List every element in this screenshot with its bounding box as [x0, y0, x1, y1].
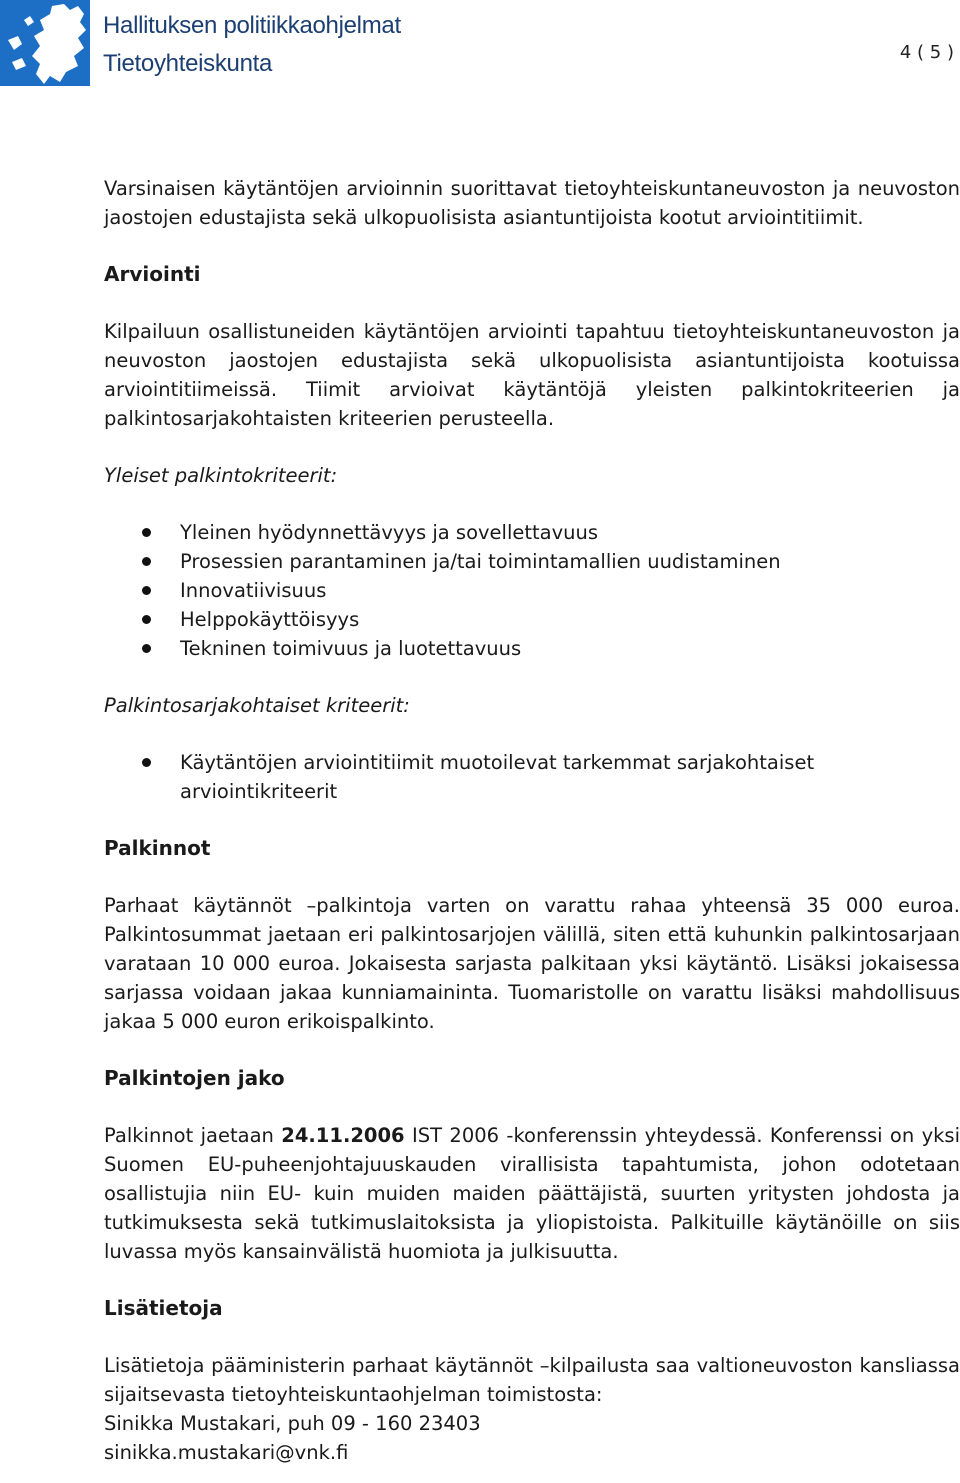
list-item: Helppokäyttöisyys — [104, 605, 960, 634]
lisatietoja-paragraph: Lisätietoja pääministerin parhaat käytännöt –kilpailusta saa valtioneuvoston kansliassa sijaitsevasta tietoyhteiskuntaohjelman toimistosta: — [104, 1354, 960, 1406]
list-item: Innovatiivisuus — [104, 576, 960, 605]
arviointi-paragraph: Kilpailuun osallistuneiden käytäntöjen arviointi tapahtuu tietoyhteiskuntaneuvoston ja neuvoston jaostojen edustajista sekä ulkopuolisista asiantuntijoista kootuissa arviointitiimeissä. Tiimit arvioivat käytäntöjä yleisten palkintokriteerien ja palkintosarjakohtaisten kriteerien perusteella. — [104, 320, 960, 430]
lisatietoja-heading: Lisätietoja — [104, 1296, 223, 1320]
series-criteria-label: Palkintosarjakohtaiset kriteerit: — [104, 694, 410, 717]
brand-subtitle: Tietoyhteiskunta — [103, 50, 273, 77]
contact-line: Sinikka Mustakari, puh 09 - 160 23403 — [104, 1412, 481, 1435]
bullet-icon — [142, 758, 151, 767]
list-item: Prosessien parantaminen ja/tai toimintamallien uudistaminen — [104, 547, 960, 576]
bullet-icon — [142, 586, 151, 595]
list-item: Tekninen toimivuus ja luotettavuus — [104, 634, 960, 663]
bullet-icon — [142, 615, 151, 624]
award-date: 24.11.2006 — [281, 1124, 405, 1147]
bullet-icon — [142, 557, 151, 566]
series-criteria-list — [104, 748, 960, 806]
palkinnot-paragraph: Parhaat käytännöt –palkintoja varten on varattu rahaa yhteensä 35 000 euroa. Palkintosummat jaetaan eri palkintosarjojen välillä, siten että kuhunkin palkintosarjaan varataan 10 000 euroa. Jokaisesta sarjasta palkitaan yksi käytäntö. Lisäksi jokaisessa sarjassa voidaan jakaa kunniamaininta. Tuomaristolle on varattu lisäksi mahdollisuus jakaa 5 000 euron erikoispalkinto. — [104, 894, 960, 1033]
list-item: Yleinen hyödynnettävyys ja sovellettavuus — [104, 518, 960, 547]
contact-email-link[interactable]: sinikka.mustakari@vnk.fi — [104, 1441, 349, 1464]
bullet-icon — [142, 528, 151, 537]
page-header — [0, 0, 960, 90]
palkinnot-heading: Palkinnot — [104, 836, 211, 860]
palkintojen-jako-paragraph: Palkinnot jaetaan 24.11.2006 IST 2006 -konferenssin yhteydessä. Konferenssi on yksi Suomen EU-puheenjohtajuuskauden virallisista tapahtumista, johon odotetaan osallistujia niin EU- kuin muiden maiden päättäjistä, suurten yritysten johdosta ja tutkimuksesta sekä tutkimuslaitoksista ja yliopistoista. Palkituille käytänöille on siis luvassa myös kansainvälistä huomiota ja julkisuutta. — [104, 1124, 960, 1263]
list-item: Käytäntöjen arviointitiimit muotoilevat tarkemmat sarjakohtaiset arviointikriteerit — [104, 748, 960, 806]
finnish-government-logo-icon — [0, 0, 90, 86]
arviointi-heading: Arviointi — [104, 262, 201, 286]
document-body — [104, 174, 960, 1467]
intro-paragraph: Varsinaisen käytäntöjen arvioinnin suorittavat tietoyhteiskuntaneuvoston ja neuvoston jaostojen edustajista sekä ulkopuolisista asiantuntijoista kootut arviointitiimit. — [104, 177, 960, 229]
palkintojen-jako-heading: Palkintojen jako — [104, 1066, 285, 1090]
page-number: 4 ( 5 ) — [899, 42, 954, 63]
brand-title: Hallituksen politiikkaohjelmat — [103, 12, 401, 39]
bullet-icon — [142, 644, 151, 653]
general-criteria-label: Yleiset palkintokriteerit: — [104, 464, 338, 487]
general-criteria-list — [104, 518, 960, 663]
